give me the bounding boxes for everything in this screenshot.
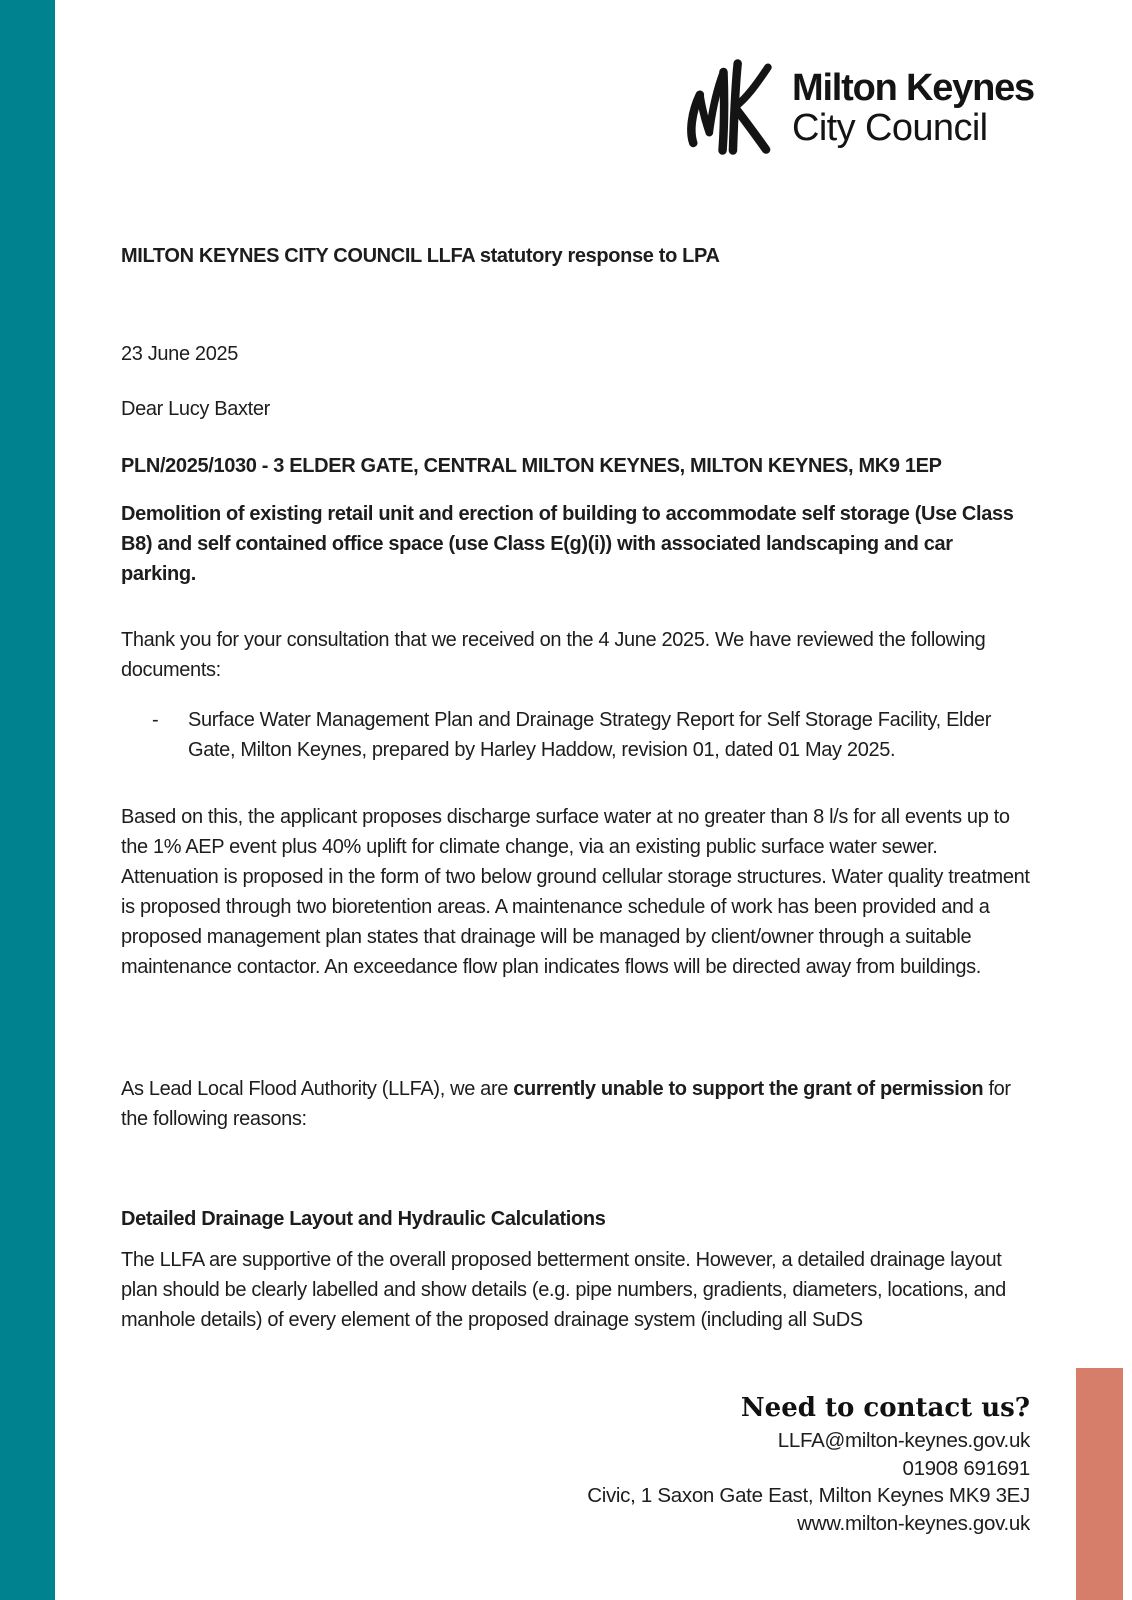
salutation: Dear Lucy Baxter (121, 398, 270, 420)
contact-website: www.milton-keynes.gov.uk (797, 1511, 1030, 1535)
summary-paragraph: Based on this, the applicant proposes discharge surface water at no greater than 8 l/s for all events up to the 1% AEP event plus 40% uplift for climate change, via an existing public surface water sewer. Attenuation is proposed in the form of two below ground cellular storage structures. Water quality treatment is proposed through two bioretention areas. A maintenance schedule of work has been provided and a proposed management plan states that drainage will be managed by client/owner through a suitable maintenance contactor. An exceedance flow plan indicates flows will be directed away from buildings. (121, 806, 1030, 978)
contact-footer (410, 1391, 1030, 1537)
bullet-dash: - (152, 709, 159, 731)
intro-paragraph: Thank you for your consultation that we received on the 4 June 2025. We have reviewed the following documents: (121, 629, 986, 681)
section-heading: Detailed Drainage Layout and Hydraulic Calculations (121, 1208, 606, 1230)
contact-phone: 01908 691691 (902, 1456, 1030, 1480)
letter-title: MILTON KEYNES CITY COUNCIL LLFA statutory response to LPA (121, 245, 720, 267)
section-body: The LLFA are supportive of the overall proposed betterment onsite. However, a detailed drainage layout plan should be clearly labelled and show details (e.g. pipe numbers, gradients, diameters, locations, and manhole details) of every element of the proposed drainage system (including all SuDS (121, 1249, 1006, 1331)
contact-email: LLFA@milton-keynes.gov.uk (777, 1429, 1030, 1452)
council-entity: City Council (792, 107, 988, 149)
council-logo-text (792, 56, 1034, 148)
document-list (121, 705, 1030, 765)
right-accent-bar (1076, 1368, 1123, 1600)
position-verdict: currently unable to support the grant of permission (513, 1078, 984, 1100)
position-prefix: As Lead Local Flood Authority (LLFA), we are (121, 1078, 514, 1100)
letter-date: 23 June 2025 (121, 343, 239, 365)
contact-address: Civic, 1 Saxon Gate East, Milton Keynes MK9 3EJ (587, 1484, 1030, 1508)
council-name: Milton Keynes (792, 67, 1034, 109)
document-list-item (121, 705, 1030, 765)
contact-heading: Need to contact us? (740, 1393, 1030, 1423)
mk-monogram-icon (680, 56, 784, 158)
position-suffix: for the following reasons: (121, 1078, 1011, 1130)
left-accent-bar (0, 0, 55, 1600)
document-title: Surface Water Management Plan and Drainage Strategy Report for Self Storage Facility, Elder Gate, Milton Keynes, prepared by Harley Haddow, revision 01, dated 01 May 2025. (188, 709, 992, 761)
council-logo (680, 56, 1034, 158)
proposal-description: Demolition of existing retail unit and erection of building to accommodate self storage (Use Class B8) and self contained office space (use Class E(g)(i)) with associated landscaping and car parking. (121, 503, 1014, 585)
application-reference: PLN/2025/1030 - 3 ELDER GATE, CENTRAL MILTON KEYNES, MILTON KEYNES, MK9 1EP (121, 455, 942, 477)
position-statement (121, 1074, 1030, 1134)
